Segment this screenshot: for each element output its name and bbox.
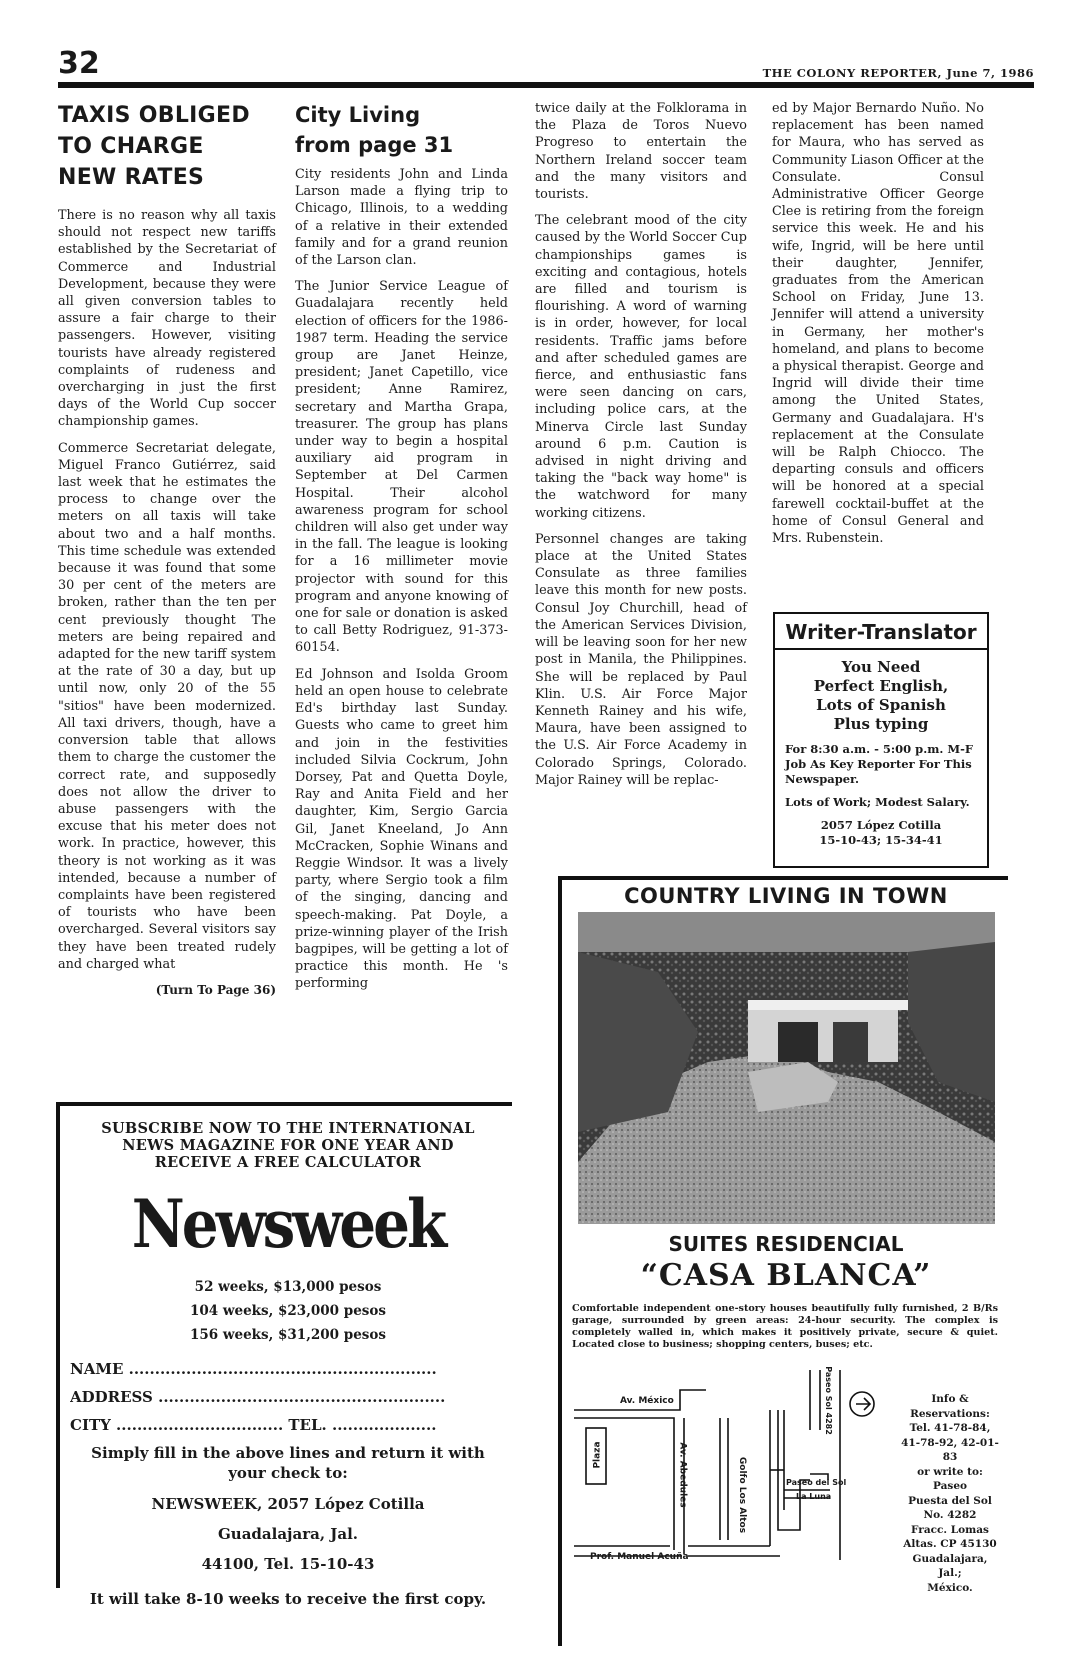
article-city-living-cont2 — [772, 100, 984, 556]
newsweek-instructions: Simply fill in the above lines and return it with your check to: — [91, 1444, 485, 1482]
ad-title: COUNTRY LIVING IN TOWN — [624, 884, 948, 908]
location-map — [570, 1366, 890, 1566]
paragraph: City residents John and Linda Larson made a flying trip to Chicago, Illinois, to a wedding of a relative in their extended family and for a grand reunion of the Larson clan. — [295, 167, 508, 269]
name-field[interactable]: NAME ........................................................... — [70, 1360, 437, 1378]
map-label: Prof. Manuel Acuña — [590, 1552, 689, 1562]
newsweek-footer: It will take 8-10 weeks to receive the first copy. — [89, 1590, 487, 1608]
page-number: 32 — [58, 46, 100, 81]
map-label: Paseo del Sol — [786, 1478, 847, 1487]
article-city-living-cont — [535, 100, 747, 798]
paragraph: There is no reason why all taxis should not respect new tariffs established by the Secretariat of Commerce and Industrial Development, because they were all given conversion tables to assure a fair charge to their passengers. However, visiting tourists have already registered complaints of rudeness and overcharging in just the first days of the World Cup soccer championship games. — [58, 208, 276, 430]
paragraph: Commerce Secretariat delegate, Miguel Franco Gutiérrez, said last week that he estimates the process to change over the meters on all taxis will take about two and a half months. This time schedule was extended because it was found that some 30 per cent of the meters are broken, rather than the ten per cent previously thought The meters are being repaired and adapted for the new tariff system at the rate of 30 a day, but up until now, only 20 of the 55 "sitios" have been modernized. All taxi drivers, though, have a conversion table that allows them to charge the customer the correct rate, and supposedly does not allow the driver to abuse passengers with the excuse that his meter does not work. In practice, however, this theory is not working as it was intended, because a number of complaints have been registered of tourists who have been overcharged. Several visitors say they have been treated rudely and charged what — [58, 440, 276, 972]
country-left-rule — [558, 876, 562, 1646]
article-taxis — [58, 100, 276, 999]
paragraph: ed by Major Bernardo Nuño. No replacement has been named for Maura, who has served as Community Liason Officer at the Consulate. Consul Administrative Officer George Clee is retiring from the foreign service this week. He and his wife, Ingrid, will be here until their daughter, Jennifer, graduates from the American School on Friday, June 13. Jennifer will attend a university in Germany, her mother's homeland, and plans to become a physical therapist. George and Ingrid will divide their time among the United States, Germany and Guadalajara. H's replacement at the Consulate will be Ralph Chiocco. The departing consuls and officers will be honored at a special farewell cocktail-buffet at the home of Consul General and Mrs. Rubenstein. — [772, 101, 984, 547]
ad-title: Writer-Translator — [775, 614, 987, 650]
house-photo — [578, 912, 995, 1224]
header-rule — [58, 82, 1034, 88]
article-city-living — [295, 100, 508, 1002]
newsweek-left-rule — [56, 1102, 60, 1588]
headline-taxis: TAXIS OBLIGED TO CHARGE NEW RATES — [58, 103, 250, 190]
map-label: Av. Abedules — [677, 1442, 688, 1508]
newsweek-prices: 52 weeks, $13,000 pesos 104 weeks, $23,000 pesos 156 weeks, $31,200 pesos — [189, 1279, 387, 1343]
writer-translator-ad — [773, 612, 989, 868]
newsweek-offer: SUBSCRIBE NOW TO THE INTERNATIONAL NEWS MAGAZINE FOR ONE YEAR AND RECEIVE A FREE CALCULATOR — [101, 1120, 475, 1171]
masthead: THE COLONY REPORTER, June 7, 1986 — [762, 66, 1034, 80]
paragraph: Personnel changes are taking place at the United States Consulate as three families leave this month for new posts. Consul Joy Churchill, head of the American Services Division, will be leaving soon for her new post in Manila, the Philippines. She will be replaced by Paul Klin. U.S. Air Force Major Kenneth Rainey and his wife, Maura, have been assigned to the U.S. Air Force Academy in Colorado Springs, Colorado. Major Rainey will be replac- — [535, 531, 747, 788]
newsweek-logo: Newsweek — [131, 1184, 445, 1264]
map-label: Av. México — [620, 1396, 674, 1406]
map-label: Plaza — [592, 1441, 603, 1469]
paragraph: The celebrant mood of the city caused by the World Soccer Cup championships games is exciting and contagious, hotels are filled and tourism is flourishing. A word of warning is in order, however, for local residents. Traffic jams before and after scheduled games are fierce, and enthusiastic fans were seen dancing on cars, including police cars, at the Minerva Circle last Sunday around 6 p.m. Caution is advised in night driving and taking the "back way home" is the watchword for many working citizens. — [535, 213, 747, 521]
headline-city-living: City Living from page 31 — [295, 103, 454, 157]
ad-salary: Lots of Work; Modest Salary. — [785, 795, 970, 809]
casa-blanca-text — [566, 1232, 1006, 1351]
map-label: Golfo Los Altos — [737, 1456, 748, 1534]
ad-name: “CASA BLANCA” — [640, 1258, 932, 1293]
newsweek-address: NEWSWEEK, 2057 López Cotilla Guadalajara, Jal. 44100, Tel. 15-10-43 — [151, 1495, 425, 1573]
city-tel-field[interactable]: CITY ................................ TEL. .................... — [70, 1416, 437, 1434]
ad-address: 2057 López Cotilla 15-10-43; 15-34-41 — [819, 818, 943, 847]
ad-description: Comfortable independent one-story houses beautifully fully furnished, 2 B/Rs garage, surrounded by green areas: 24-hour security. The complex is completely walled in, which makes it positively private, secure & quiet. Located close to business; shopping centers, buses; etc. — [572, 1303, 998, 1350]
paragraph: Ed Johnson and Isolda Groom held an open house to celebrate Ed's birthday last Sunday. Guests who came to greet him and join in the festivities included Silvia Cockrum, John Dorsey, Pat and Quetta Doyle, Ray and Anita Field and her daughter, Kim, Sergio Garcia Gil, Janet Kneeland, Jo Ann McCracken, Sophie Winans and Reggie Windsor. It was a lively party, where Sergio took a film of the singing, dancing and speech-making. Pat Doyle, a prize-winning player of the Irish bagpipes, will be getting a lot of practice this month. He 's performing — [295, 666, 508, 992]
newsweek-top-rule — [56, 1102, 512, 1106]
address-field[interactable]: ADDRESS ....................................................... — [70, 1388, 446, 1406]
map-label: La Luna — [796, 1492, 832, 1501]
jump-line: (Turn To Page 36) — [155, 982, 276, 997]
map-label: Paseo Sol 4282 — [823, 1366, 833, 1435]
ad-contact-info: Info & Reservations: Tel. 41-78-84, 41-78-92, 42-01-83 or write to: Paseo Puesta del Sol No. 4282 Fracc. Lomas Altas. CP 45130 Guadalajara, Jal.; México. — [901, 1393, 999, 1594]
newsweek-ad — [70, 1120, 506, 1613]
paragraph: twice daily at the Folklorama in the Plaza de Toros Nuevo Progreso to entertain the Northern Ireland soccer team and the many visitors and tourists. — [535, 101, 747, 203]
paragraph: The Junior Service League of Guadalajara recently held election of officers for the 1986-1987 term. Heading the service group are Janet Heinze, president; Janet Capetillo, vice president; Anne Ramirez, secretary and Martha Grapa, treasurer. The group has plans under way to begin a hospital auxiliary aid program in September at Del Carmen Hospital. Their alcohol awareness program for school children will also get under way in the fall. The league is looking for a 16 millimeter movie projector with sound for this program and anyone knowing of one for sale or donation is asked to call Betty Rodriguez, 91-373-60154. — [295, 279, 508, 656]
ad-subtitle: SUITES RESIDENCIAL — [668, 1232, 904, 1256]
country-living-ad — [566, 880, 1006, 908]
ad-requirements: You Need Perfect English, Lots of Spanish Plus typing — [813, 658, 949, 733]
ad-hours: For 8:30 a.m. - 5:00 p.m. M-F Job As Key Reporter For This Newspaper. — [785, 742, 974, 786]
